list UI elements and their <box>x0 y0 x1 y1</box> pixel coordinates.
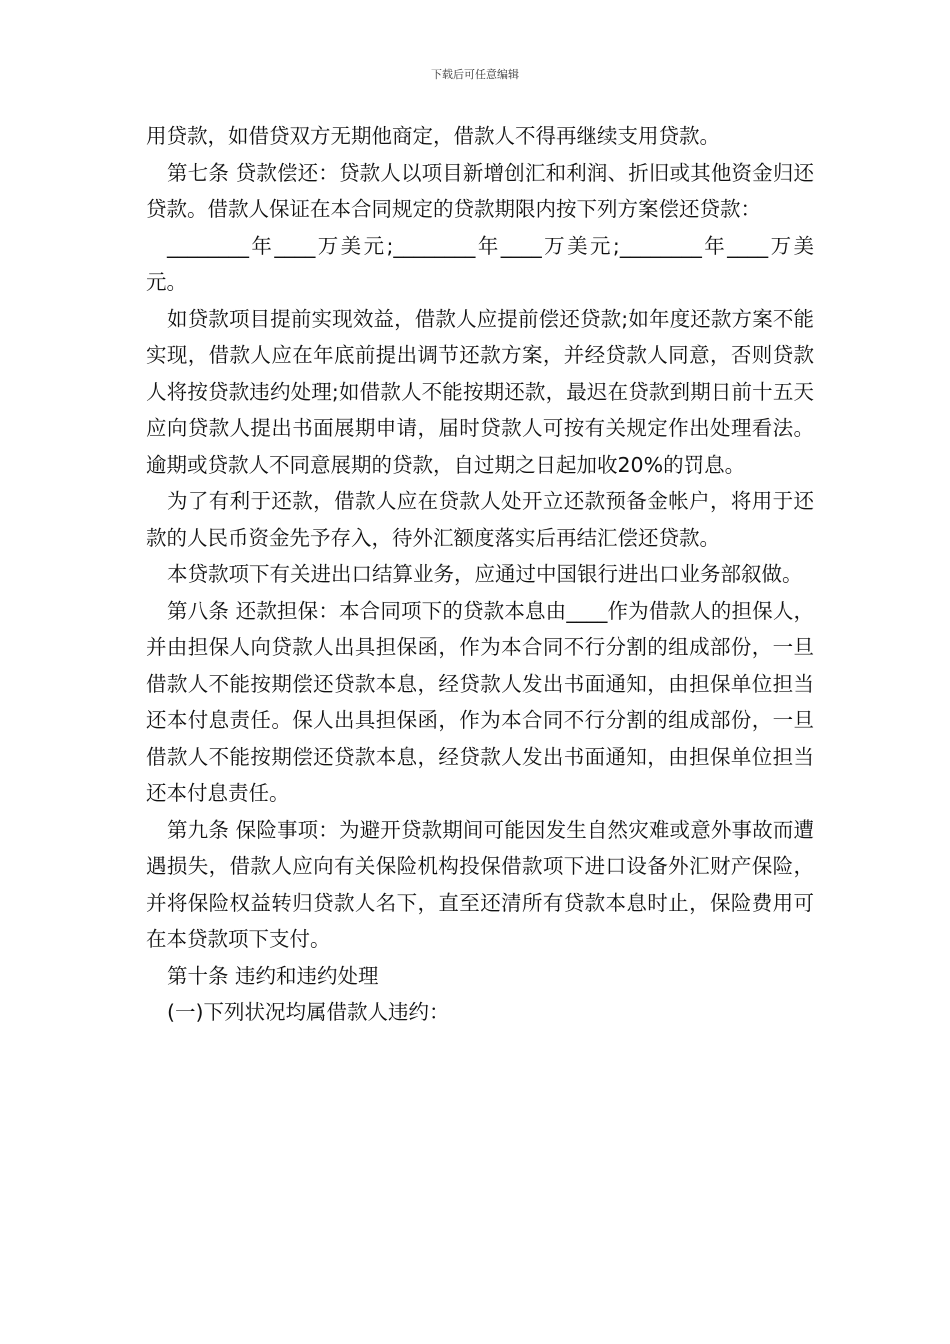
paragraph: 用贷款，如借贷双方无期他商定，借款人不得再继续支用贷款。 <box>146 124 720 148</box>
paragraph: 如贷款项目提前实现效益，借款人应提前偿还贷款;如年度还款方案不能实现，借款人应在年底前提出调节还款方案，并经贷款人同意，否则贷款人将按贷款违约处理;如借款人不能按期还款，最迟在贷款到期日前十五天应向贷款人提出书面展期申请，届时贷款人可按有关规定作出处理看法。逾期或贷款人不同意展期的贷款，自过期之日起加收20%的罚息。 <box>146 306 814 477</box>
paragraph: 第十条 违约和违约处理 <box>167 963 379 988</box>
paragraph: (一)下列状况均属借款人违约： <box>167 1000 450 1024</box>
paragraph: 为了有利于还款，借款人应在贷款人处开立还款预备金帐户，将用于还款的人民币资金先予存入，待外汇额度落实后再结汇偿还贷款。 <box>146 489 814 550</box>
paragraph: 第九条 保险事项：为避开贷款期间可能因发生自然灾难或意外事故而遭遇损失，借款人应向有关保险机构投保借款项下进口设备外汇财产保险，并将保险权益转归贷款人名下，直至还清所有贷款本息时止，保险费用可在本贷款项下支付。 <box>146 817 814 951</box>
paragraph: 第七条 贷款偿还：贷款人以项目新增创汇和利润、折旧或其他资金归还贷款。借款人保证在本合同规定的贷款期限内按下列方案偿还贷款： <box>146 160 814 221</box>
page-header: 下载后可任意编辑 <box>431 68 519 81</box>
document-body <box>146 118 814 1031</box>
paragraph: ________年____万美元;________年____万美元;________年____万美元。 <box>146 233 814 294</box>
paragraph: 第八条 还款担保：本合同项下的贷款本息由____作为借款人的担保人，并由担保人向贷款人出具担保函，作为本合同不行分割的组成部份，一旦借款人不能按期偿还贷款本息，经贷款人发出书面通知，由担保单位担当还本付息责任。保人出具担保函，作为本合同不行分割的组成部份，一旦借款人不能按期偿还贷款本息，经贷款人发出书面通知，由担保单位担当还本付息责任。 <box>146 598 814 805</box>
paragraph: 本贷款项下有关进出口结算业务，应通过中国银行进出口业务部叙做。 <box>167 562 803 586</box>
